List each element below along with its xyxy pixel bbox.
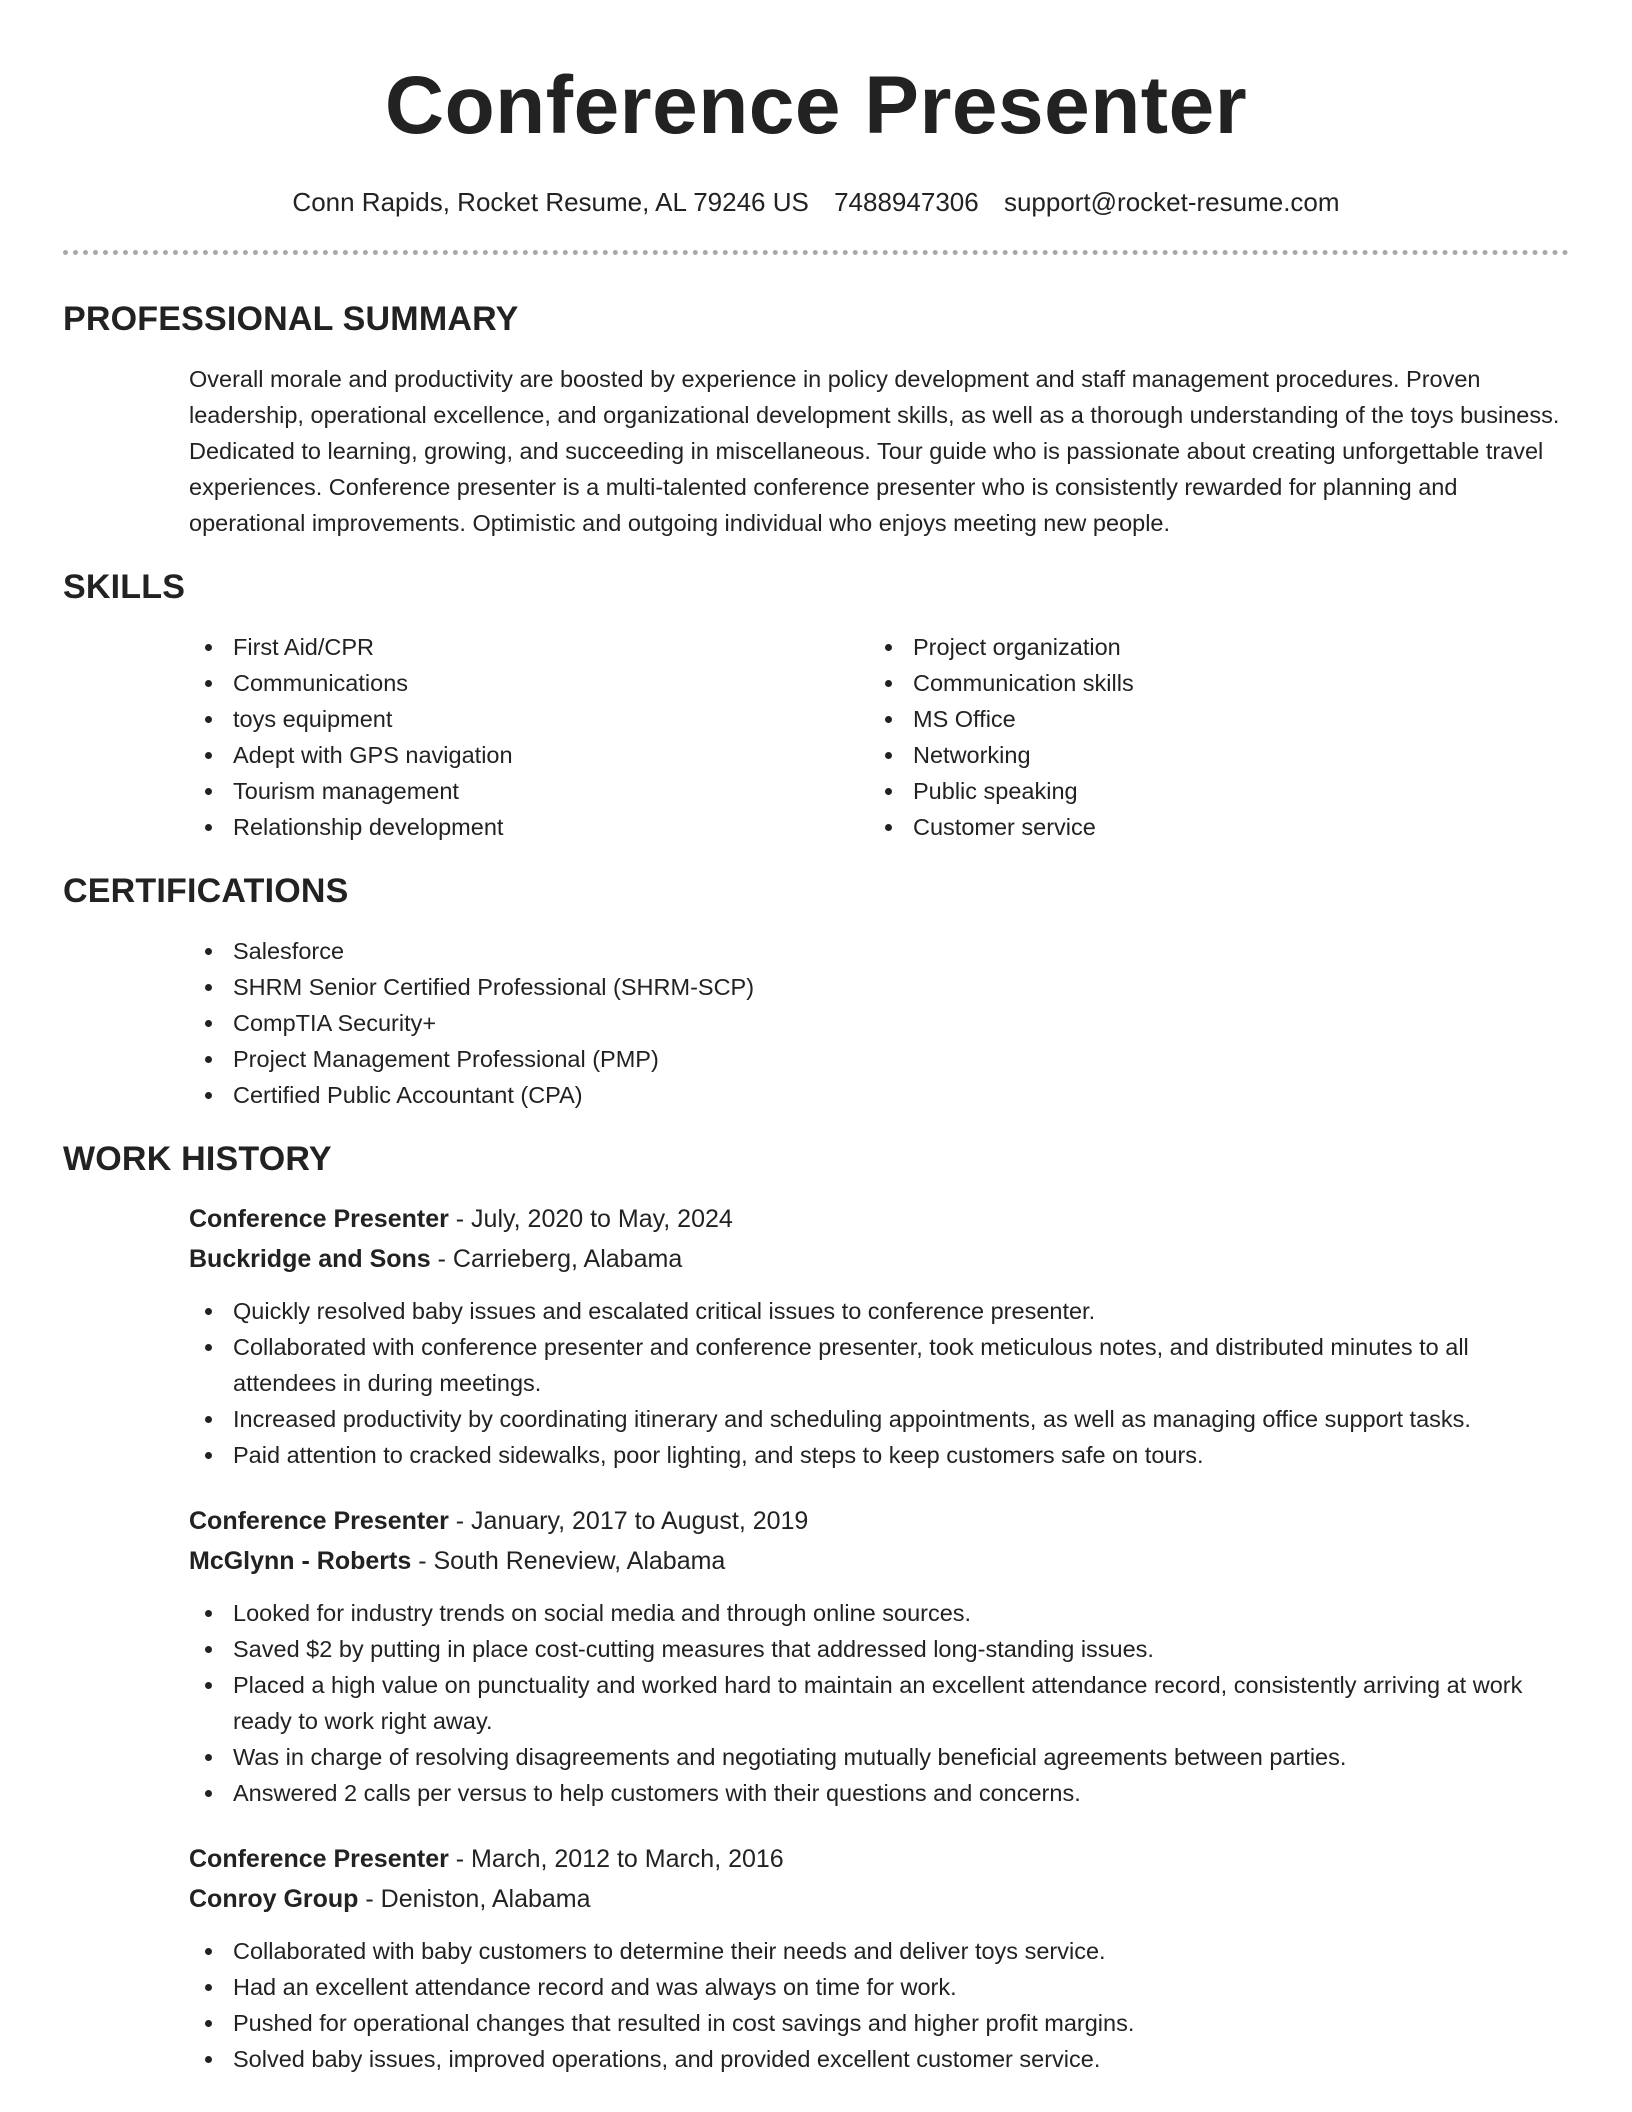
summary-text: Overall morale and productivity are boosted by experience in policy development and staff management procedures. Proven leadership, operational excellence, and organizational development skills, as well as a thorough understanding of the toys business. Dedicated to learning, growing, and succeeding in miscellaneous. Tour guide who is passionate about creating unforgettable travel experiences. Conference presenter is a multi-talented conference presenter who is consistently rewarded for planning and operational improvements. Optimistic and outgoing individual who enjoys meeting new people.	[189, 366, 1560, 536]
list-item: Pushed for operational changes that resulted in cost savings and higher profit margins.	[189, 2005, 1569, 2041]
job-company: Conroy Group	[189, 1885, 359, 1913]
job-company: McGlynn - Roberts	[189, 1547, 412, 1575]
header-divider	[63, 250, 1569, 255]
job-company: Buckridge and Sons	[189, 1245, 431, 1273]
job-bullets	[189, 1933, 1569, 2077]
list-item: Public speaking	[869, 773, 1549, 809]
job-location: - South Reneview, Alabama	[411, 1547, 726, 1575]
job-company-line	[189, 1241, 1569, 1277]
job-dates: - July, 2020 to May, 2024	[448, 1205, 733, 1233]
list-item: Communication skills	[869, 665, 1549, 701]
list-item: CompTIA Security+	[189, 1005, 1569, 1041]
skills-grid	[189, 629, 1569, 845]
contact-phone: 7488947306	[834, 187, 979, 217]
list-item: Communications	[189, 665, 869, 701]
section-title-summary: PROFESSIONAL SUMMARY	[63, 300, 519, 338]
list-item: Looked for industry trends on social media and through online sources.	[189, 1595, 1569, 1631]
job-role: Conference Presenter	[189, 1205, 449, 1233]
job-dates: - January, 2017 to August, 2019	[448, 1507, 809, 1535]
job-title-line	[189, 1503, 1569, 1539]
section-title-skills: SKILLS	[63, 568, 186, 606]
contact-email: support@rocket-resume.com	[1003, 187, 1340, 217]
job-location: - Carrieberg, Alabama	[430, 1245, 683, 1273]
list-item: Was in charge of resolving disagreements and negotiating mutually beneficial agreements between parties.	[189, 1739, 1569, 1775]
contact-line	[63, 186, 1569, 218]
job-company-line	[189, 1543, 1569, 1579]
job-role: Conference Presenter	[189, 1845, 449, 1873]
job-dates: - March, 2012 to March, 2016	[448, 1845, 784, 1873]
list-item: Had an excellent attendance record and was always on time for work.	[189, 1969, 1569, 2005]
skills-list-left	[189, 629, 869, 845]
list-item: Quickly resolved baby issues and escalated critical issues to conference presenter.	[189, 1293, 1569, 1329]
job-title-line	[189, 1841, 1569, 1877]
list-item: Collaborated with baby customers to determine their needs and deliver toys service.	[189, 1933, 1569, 1969]
list-item: Paid attention to cracked sidewalks, poor lighting, and steps to keep customers safe on tours.	[189, 1437, 1569, 1473]
job-title-line	[189, 1201, 1569, 1237]
skills-section	[63, 567, 1569, 845]
list-item: MS Office	[869, 701, 1549, 737]
job-bullets	[189, 1595, 1569, 1811]
certifications-list	[189, 933, 1569, 1113]
list-item: First Aid/CPR	[189, 629, 869, 665]
contact-address: Conn Rapids, Rocket Resume, AL 79246 US	[292, 187, 809, 217]
list-item: toys equipment	[189, 701, 869, 737]
skills-list-right	[869, 629, 1549, 845]
list-item: Project organization	[869, 629, 1549, 665]
list-item: Adept with GPS navigation	[189, 737, 869, 773]
list-item: Relationship development	[189, 809, 869, 845]
list-item: Saved $2 by putting in place cost-cutting measures that addressed long-standing issues.	[189, 1631, 1569, 1667]
job-entry	[189, 1841, 1569, 2077]
candidate-name: Conference Presenter	[384, 60, 1248, 151]
section-title-work-history: WORK HISTORY	[63, 1140, 332, 1178]
list-item: Certified Public Accountant (CPA)	[189, 1077, 1569, 1113]
list-item: Placed a high value on punctuality and worked hard to maintain an excellent attendance record, consistently arriving at work ready to work right away.	[189, 1667, 1569, 1739]
job-bullets	[189, 1293, 1569, 1473]
job-company-line	[189, 1881, 1569, 1917]
job-location: - Deniston, Alabama	[358, 1885, 591, 1913]
work-history-section	[63, 1139, 1569, 2077]
list-item: Increased productivity by coordinating itinerary and scheduling appointments, as well as managing office support tasks.	[189, 1401, 1569, 1437]
job-entry	[189, 1201, 1569, 1473]
list-item: Salesforce	[189, 933, 1569, 969]
list-item: Customer service	[869, 809, 1549, 845]
job-entry	[189, 1503, 1569, 1811]
summary-section	[63, 299, 1569, 541]
list-item: Solved baby issues, improved operations, and provided excellent customer service.	[189, 2041, 1569, 2077]
list-item: Answered 2 calls per versus to help customers with their questions and concerns.	[189, 1775, 1569, 1811]
list-item: Project Management Professional (PMP)	[189, 1041, 1569, 1077]
list-item: Tourism management	[189, 773, 869, 809]
certifications-section	[63, 871, 1569, 1113]
job-role: Conference Presenter	[189, 1507, 449, 1535]
list-item: Collaborated with conference presenter and conference presenter, took meticulous notes, and distributed minutes to all attendees in during meetings.	[189, 1329, 1569, 1401]
list-item: SHRM Senior Certified Professional (SHRM-SCP)	[189, 969, 1569, 1005]
list-item: Networking	[869, 737, 1549, 773]
section-title-certifications: CERTIFICATIONS	[63, 872, 349, 910]
